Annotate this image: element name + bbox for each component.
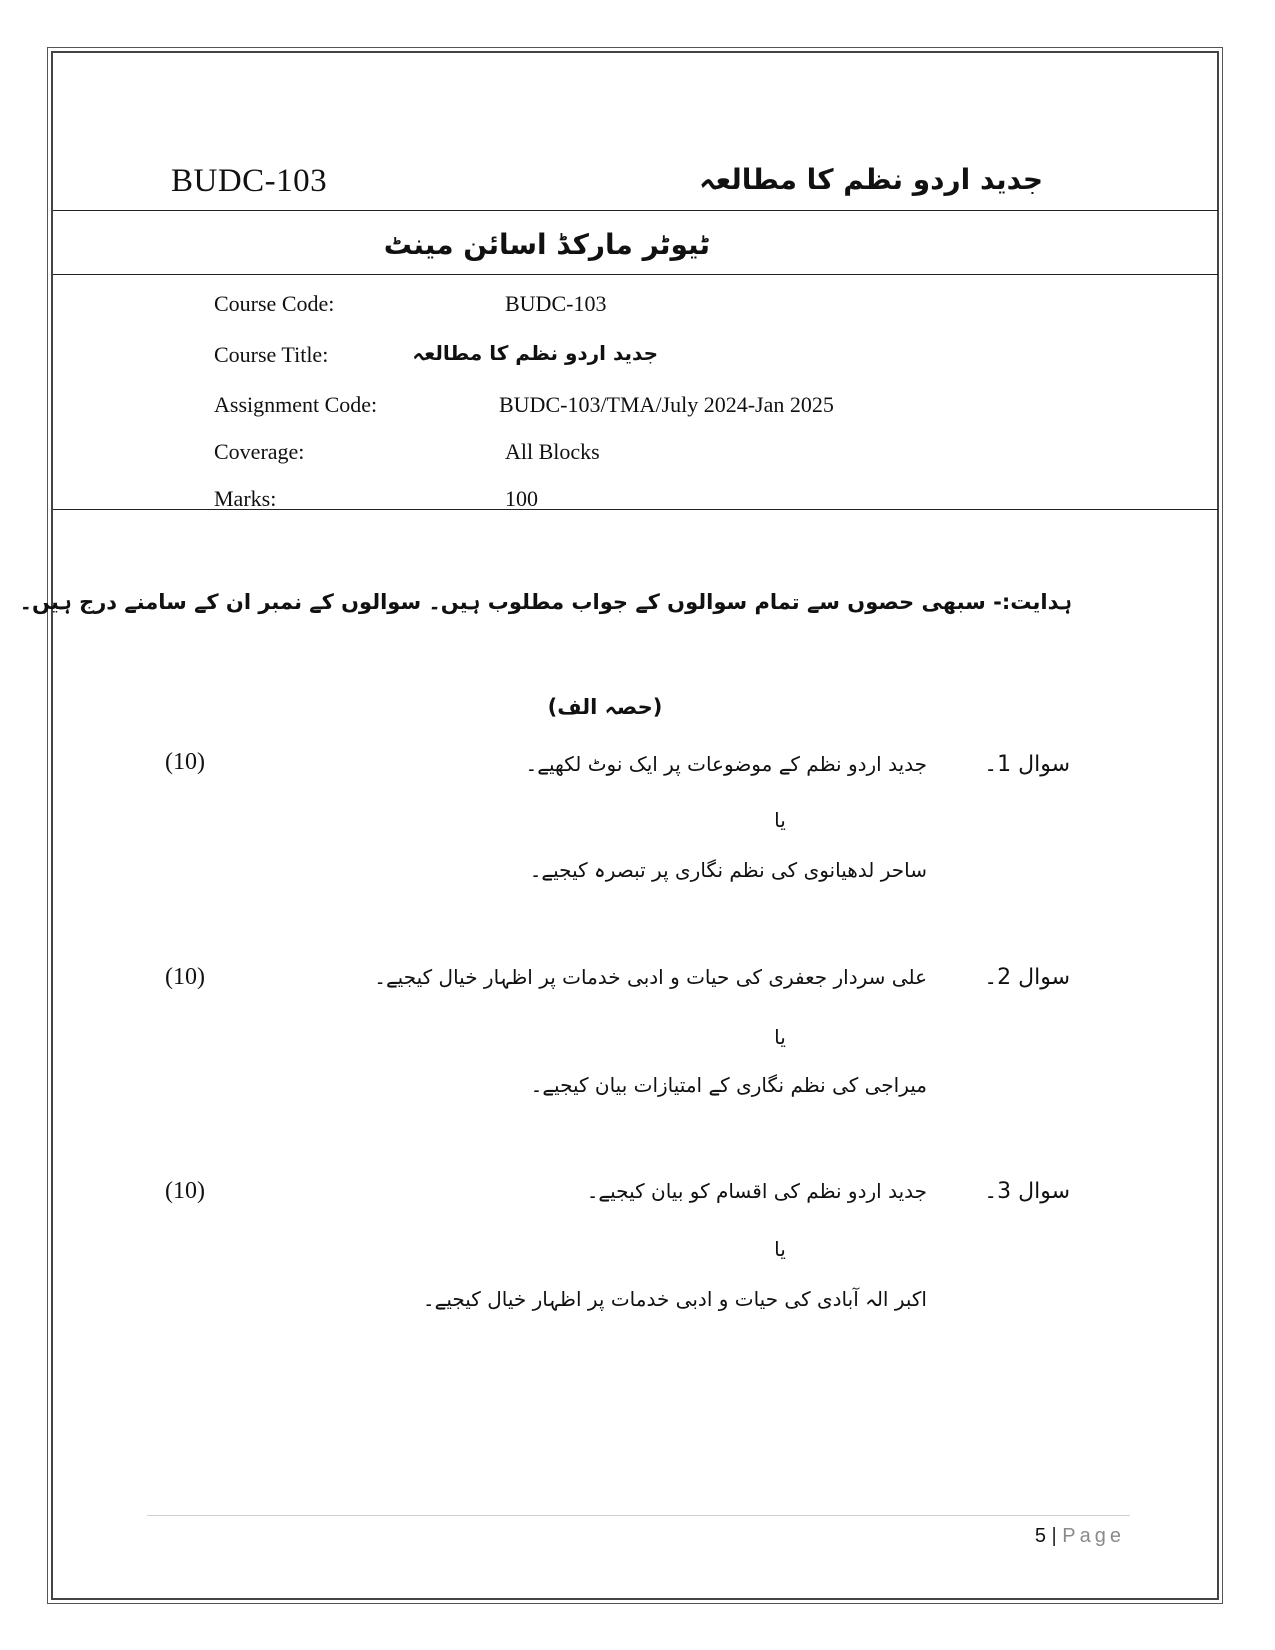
question-2-marks: (10) bbox=[165, 964, 205, 990]
assignment-title: ٹیوٹر مارکڈ اسائن مینٹ bbox=[383, 228, 710, 261]
question-1-number: سوال 1۔ bbox=[984, 752, 1070, 777]
detail-value-course-title: جدید اردو نظم کا مطالعہ bbox=[412, 341, 658, 365]
page-footer bbox=[1035, 1525, 1125, 1548]
question-1-or: یا bbox=[774, 808, 786, 832]
question-3-number: سوال 3۔ bbox=[984, 1179, 1070, 1204]
details-rule bbox=[53, 509, 1218, 510]
question-3-marks: (10) bbox=[165, 1178, 205, 1204]
detail-label-coverage: Coverage: bbox=[214, 439, 305, 464]
header-rule bbox=[53, 210, 1218, 211]
title-rule bbox=[53, 274, 1218, 275]
footer-rule bbox=[147, 1515, 1130, 1516]
question-2-text: علی سردار جعفری کی حیات و ادبی خدمات پر اظہار خیال کیجیے۔ bbox=[374, 965, 927, 989]
detail-label-course-code: Course Code: bbox=[214, 291, 335, 316]
question-1-marks: (10) bbox=[165, 749, 205, 775]
question-1-text: جدید اردو نظم کے موضوعات پر ایک نوٹ لکھیے۔ bbox=[525, 752, 927, 776]
detail-label-assignment-code: Assignment Code: bbox=[214, 392, 378, 417]
detail-value-coverage: All Blocks bbox=[505, 439, 600, 464]
instruction: ہدایت:- سبھی حصوں سے تمام سوالوں کے جواب مطلوب ہیں۔ سوالوں کے نمبر ان کے سامنے درج ہیں۔ bbox=[19, 590, 1072, 614]
question-2-alt: میراجی کی نظم نگاری کے امتیازات بیان کیجیے۔ bbox=[530, 1073, 927, 1097]
question-2-number: سوال 2۔ bbox=[984, 965, 1070, 990]
page-border-inner bbox=[51, 51, 1219, 1600]
section-heading: (حصہ الف) bbox=[547, 695, 663, 719]
question-3-alt: اکبر الہ آبادی کی حیات و ادبی خدمات پر اظہار خیال کیجیے۔ bbox=[422, 1287, 927, 1311]
detail-label-course-title: Course Title: bbox=[214, 342, 329, 367]
detail-label-marks: Marks: bbox=[214, 486, 277, 511]
header-course-name: جدید اردو نظم کا مطالعہ bbox=[699, 163, 1043, 196]
question-2-or: یا bbox=[774, 1025, 786, 1049]
header-course-code: BUDC-103 bbox=[171, 163, 328, 199]
page-number: 5 bbox=[1034, 1525, 1046, 1547]
detail-value-assignment-code: BUDC-103/TMA/July 2024-Jan 2025 bbox=[499, 392, 834, 417]
detail-value-course-code: BUDC-103 bbox=[505, 291, 607, 316]
page-word: Page bbox=[1062, 1525, 1125, 1547]
question-1-alt: ساحر لدھیانوی کی نظم نگاری پر تبصرہ کیجیے۔ bbox=[529, 858, 927, 882]
question-3-or: یا bbox=[774, 1237, 786, 1261]
footer-separator: | bbox=[1051, 1525, 1057, 1547]
detail-value-marks: 100 bbox=[505, 486, 538, 511]
question-3-text: جدید اردو نظم کی اقسام کو بیان کیجیے۔ bbox=[586, 1179, 927, 1203]
